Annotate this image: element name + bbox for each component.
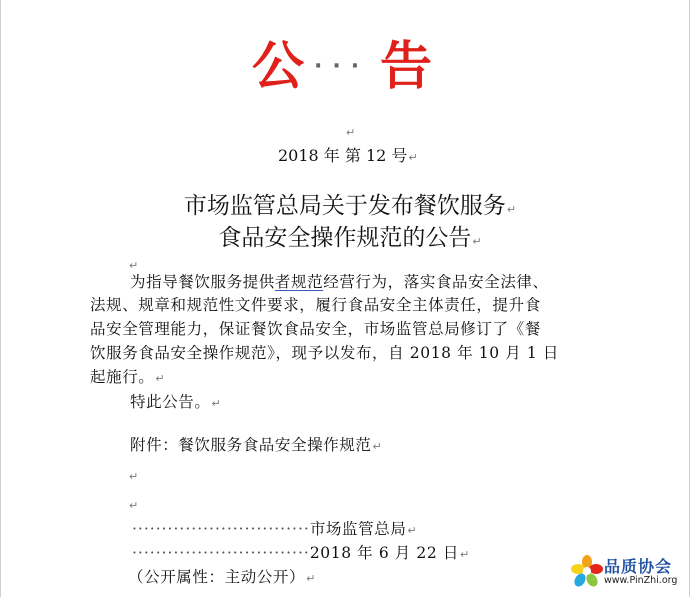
paragraph-mark: ↵: [129, 499, 139, 512]
paragraph-mark: ↵: [155, 372, 166, 385]
body-line: [90, 366, 165, 390]
signature-leader-dots: ······························: [132, 520, 310, 538]
signature-org-line: [132, 518, 417, 542]
body-line: [90, 318, 541, 340]
flower-logo-icon: [570, 554, 604, 588]
paragraph-mark: ↵: [346, 126, 356, 139]
paragraph-mark: ↵: [506, 203, 517, 216]
paragraph-mark: ↵: [407, 524, 418, 537]
document-title-line-2: [120, 222, 580, 258]
attachment-text: 附件：餐饮服务食品安全操作规范: [130, 436, 372, 454]
document-number: 2018 年 第 12 号: [278, 146, 408, 165]
paragraph-mark: ↵: [211, 397, 222, 410]
paragraph-mark: ↵: [472, 235, 482, 248]
heading-char-2: 告: [380, 37, 433, 97]
body-text: 品安全管理能力，保证餐饮食品安全，市场监管总局修订了《餐: [90, 320, 541, 338]
body-text: 起施行。: [90, 368, 155, 386]
body-text: 饮服务食品安全操作规范》，现予以发布，自 2018 年 10 月 1 日: [90, 344, 559, 362]
signature-org: 市场监管总局: [309, 520, 407, 538]
signature-date-line: [132, 542, 470, 566]
closing-line: [130, 391, 221, 415]
watermark-url: www.PinZhi.org: [604, 575, 678, 586]
paragraph-mark: ↵: [129, 470, 139, 483]
announcement-heading: [252, 32, 472, 102]
body-text: 为指导餐饮服务提供: [130, 273, 275, 291]
signature-leader-dots: ······························: [132, 544, 310, 562]
title-text-1: 市场监管总局关于发布餐饮服务: [183, 193, 506, 219]
title-text-2: 食品安全操作规范的公告: [218, 225, 472, 251]
heading-dots: ···: [314, 54, 370, 79]
watermark-name: 品质协会: [604, 557, 673, 576]
paragraph-mark: ↵: [129, 259, 139, 272]
paragraph-mark: ↵: [372, 440, 383, 453]
signature-date: 2018 年 6 月 22 日: [309, 544, 459, 562]
paragraph-mark: ↵: [408, 151, 418, 164]
watermark-logo: [570, 552, 688, 594]
body-underlined-text: 者规范: [274, 273, 324, 291]
paragraph-mark: ↵: [306, 572, 316, 585]
paragraph-mark: ↵: [459, 548, 470, 561]
body-text: 经营行为，落实食品安全法律、: [323, 273, 549, 291]
page-left-edge: [0, 0, 1, 597]
disclosure-line: [128, 566, 316, 590]
body-line: [130, 271, 549, 293]
disclosure-text: （公开属性：主动公开）: [128, 568, 306, 586]
body-line: [90, 342, 559, 364]
body-text: 法规、规章和规范性文件要求，履行食品安全主体责任，提升食: [90, 296, 541, 314]
closing-text: 特此公告。: [130, 393, 211, 411]
document-title-line-1: [120, 190, 580, 226]
heading-char-1: 公: [252, 37, 305, 97]
attachment-line: [130, 434, 382, 458]
document-number-line: [278, 145, 418, 169]
body-line: [90, 294, 541, 316]
